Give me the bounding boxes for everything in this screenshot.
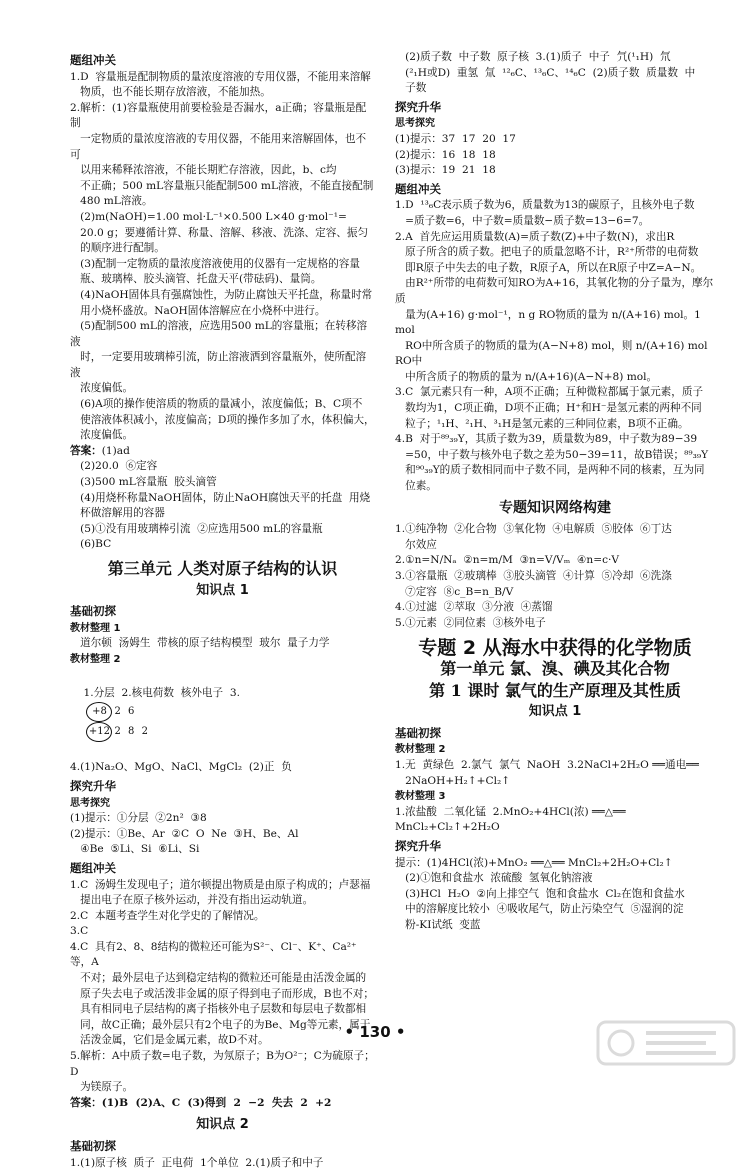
text-line: 1.C 汤姆生发现电子；道尔顿提出物质是由原子构成的；卢瑟福 bbox=[70, 878, 371, 891]
think-block bbox=[70, 811, 375, 858]
nucleus: +8 bbox=[86, 702, 112, 722]
text-line: (6)BC bbox=[70, 538, 112, 551]
atom-diagram-oxygen bbox=[86, 702, 136, 722]
text-line: 3.C 氯元素只有一种，A项不正确；互种微粒都属于氯元素，质子 bbox=[395, 386, 704, 399]
text-line: 由R²⁺所带的电荷数可知RO为A+16，其氧化物的分子量为，摩尔质 bbox=[395, 277, 714, 305]
section-heading: 基础初探 bbox=[70, 1139, 116, 1153]
text-line: 2.解析：(1)容量瓶使用前要检验是否漏水，a正确；容量瓶是配制 bbox=[70, 101, 367, 130]
text-block bbox=[395, 758, 715, 789]
section-heading: 题组冲关 bbox=[70, 860, 116, 875]
text-line: (3)配制一定物质的量浓度溶液使用的仪器有一定规格的容量 bbox=[70, 257, 360, 270]
text-line: 浓度偏低。 bbox=[70, 382, 134, 395]
text-line: 不正确；500 mL容量瓶只能配制500 mL溶液，不能直接配制 bbox=[70, 179, 374, 192]
text-line: 以用来稀释浓溶液，不能长期贮存溶液，因此，b、c均 bbox=[70, 164, 337, 177]
text-line: =质子数=6，中子数=质量数−质子数=13−6=7。 bbox=[395, 214, 650, 227]
textbook-heading: 教材整理 1 bbox=[70, 622, 121, 634]
text-line: 1.无 黄绿色 2.氯气 氯气 NaOH 3.2NaCl+2H₂O ══通电══ bbox=[395, 758, 699, 771]
nucleus: +12 bbox=[86, 722, 112, 742]
answer-line bbox=[70, 444, 375, 460]
text-line: 4.C 具有2、8、8结构的微粒还可能为S²⁻、Cl⁻、K⁺、Ca²⁺等，A bbox=[70, 940, 357, 969]
text-line: 的顺序进行配制。 bbox=[70, 242, 165, 255]
text-line: 1.浓盐酸 二氧化锰 2.MnO₂+4HCl(浓) ══△══ MnCl₂+Cl₂↑+2H₂O bbox=[395, 805, 630, 834]
text-line: ④Be ⑤Li、Si ⑥Li、Si bbox=[70, 843, 200, 856]
section-heading: 题组冲关 bbox=[395, 181, 441, 196]
text-line: ⑦定容 ⑧c_B=n_B/V bbox=[395, 585, 514, 598]
text-line: 2.①n=N/Nₐ ②n=m/M ③n=V/Vₘ ④n=c·V bbox=[395, 554, 620, 567]
text-line: 2.A 首先应运用质量数(A)=质子数(Z)+中子数(N)，求出R bbox=[395, 230, 675, 243]
text-line: 2NaOH+H₂↑+Cl₂↑ bbox=[395, 774, 511, 787]
text-line: 提示：(1)4HCl(浓)+MnO₂ ══△══ MnCl₂+2H₂O+Cl₂↑ bbox=[395, 856, 673, 869]
text-line: (2)提示：①Be、Ar ②C O Ne ③H、Be、Al bbox=[70, 827, 299, 840]
text-line: (4)用烧杯称量NaOH固体，防止NaOH腐蚀天平的托盘 用烧 bbox=[70, 491, 371, 504]
text-line: (2)20.0 ⑥定容 bbox=[70, 460, 158, 473]
text-line: 量为(A+16) g·mol⁻¹，n g RO物质的量为 n/(A+16) mol。1 mol bbox=[395, 308, 705, 337]
text-line: (4)NaOH固体具有强腐蚀性，为防止腐蚀天平托盘，称量时常 bbox=[70, 288, 373, 301]
textbook-heading: 教材整理 3 bbox=[395, 791, 446, 803]
electron-shells: 2 6 bbox=[114, 705, 137, 717]
text-line: (2)提示：16 18 18 bbox=[395, 148, 496, 161]
answer-label: 答案： bbox=[70, 444, 102, 457]
text-line: 活泼金属，它们是金属元素，故D不对。 bbox=[70, 1034, 269, 1047]
section-heading: 探究升华 bbox=[395, 838, 441, 853]
text-line: 物质，也不能长期存放溶液，不能加热。 bbox=[70, 86, 271, 99]
text-line: 杯做溶解用的容器 bbox=[70, 507, 165, 520]
text-line: 1.D 容量瓶是配制物质的量浓度溶液的专用仪器，不能用来溶解 bbox=[70, 70, 371, 83]
text-line: 位素。 bbox=[395, 480, 437, 493]
text-line: 尔效应 bbox=[395, 538, 437, 551]
section-heading: 基础初探 bbox=[70, 604, 116, 619]
knowledge-point-title: 知识点 1 bbox=[528, 704, 582, 720]
text-line: 道尔顿 汤姆生 带核的原子结构模型 玻尔 量子力学 bbox=[70, 637, 330, 650]
answer-block bbox=[395, 198, 715, 494]
answer-block bbox=[70, 878, 375, 1096]
text-line: 2.C 本题考查学生对化学史的了解情况。 bbox=[70, 909, 265, 922]
text-line: 不对；最外层电子达到稳定结构的微粒还可能是由活泼金属的 bbox=[70, 972, 367, 985]
text-line: 3.①容量瓶 ②玻璃棒 ③胶头滴管 ④计算 ⑤冷却 ⑥洗涤 bbox=[395, 570, 672, 582]
text-line: 一定物质的量浓度溶液的专用仪器，不能用来溶解固体，也不可 bbox=[70, 132, 367, 161]
text-line: (3)提示：19 21 18 bbox=[395, 164, 496, 177]
text-span: 1.分层 2.核电荷数 核外电子 3. bbox=[83, 687, 240, 700]
lesson-title: 第 1 课时 氯气的生产原理及其性质 bbox=[429, 680, 681, 700]
text-line bbox=[70, 671, 375, 758]
text-line: 5.①元素 ②同位素 ③核外电子 bbox=[395, 616, 546, 629]
section-heading: 探究升华 bbox=[395, 99, 441, 114]
text-line: 为镁原子。 bbox=[70, 1081, 134, 1094]
textbook-heading: 教材整理 2 bbox=[395, 744, 446, 756]
text-line: 粉-KI试纸 变蓝 bbox=[395, 918, 481, 931]
text-line: 和⁹⁰₃₉Y的质子数相同而中子数不同，是两种不同的核素，互为同 bbox=[395, 464, 705, 477]
text-line: 中的溶解度比较小 ④吸收尾气，防止污染空气 ⑤湿润的淀 bbox=[395, 903, 684, 916]
text-line: 粒子；¹₁H、²₁H、³₁H是氢元素的三种同位素，B项不正确。 bbox=[395, 417, 689, 430]
text-line: 时，一定要用玻璃棒引流，防止溶液洒到容量瓶外，使所配溶液 bbox=[70, 351, 367, 379]
text-line: (3)HCl H₂O ②向上排空气 饱和食盐水 Cl₂在饱和食盐水 bbox=[395, 887, 685, 900]
text-line: 1.D ¹³₆C表示质子数为6，质量数为13的碳原子，且核外电子数 bbox=[395, 199, 695, 212]
text-line: (1)提示：37 17 20 17 bbox=[395, 132, 516, 145]
knowledge-point-title: 知识点 2 bbox=[196, 1117, 249, 1133]
text-line: 1.(1)原子核 质子 正电荷 1个单位 2.(1)质子和中子 bbox=[70, 1156, 324, 1169]
right-column bbox=[395, 50, 715, 933]
electron-shells: 2 8 2 bbox=[114, 725, 150, 737]
text-line: 4.B 对于⁸⁹₃₉Y，其质子数为39，质量数为89，中子数为89−39 bbox=[395, 433, 698, 446]
text-line: (6)A项的操作使溶质的物质的量减小，浓度偏低；B、C项不 bbox=[70, 398, 363, 411]
section-heading: 题组冲关 bbox=[70, 53, 116, 67]
network-title: 专题知识网络构建 bbox=[499, 499, 611, 516]
text-line: 数均为1，C项正确，D项不正确；H⁺和H⁻是氢元素的两种不同 bbox=[395, 402, 702, 415]
text-line: (2)①饱和食盐水 浓硫酸 氢氧化钠溶液 bbox=[395, 872, 593, 885]
think-block bbox=[395, 132, 715, 179]
answer-block bbox=[395, 50, 715, 97]
text-line: (5)配制500 mL的溶液，应选用500 mL的容量瓶；在转移溶液 bbox=[70, 320, 368, 348]
think-heading: 思考探究 bbox=[395, 118, 435, 130]
text-line: (2)质子数 中子数 原子核 3.(1)质子 中子 氕(¹₁H) 氘 bbox=[395, 51, 671, 63]
text-line: 5.解析：A中质子数=电子数，为氖原子；B为O²⁻；C为硫原子；D bbox=[70, 1050, 375, 1078]
text-line: =50，中子数与核外电子数之差为50−39=11，故B错误；⁸⁹₃₉Y bbox=[395, 448, 709, 461]
watermark-logo-icon bbox=[596, 1018, 736, 1068]
chapter-title: 专题 2 从海水中获得的化学物质 bbox=[418, 637, 692, 660]
text-line: 原子失去电子或活泼非金属的原子得到电子而形成，B也不对； bbox=[70, 987, 374, 1000]
text-line: 用小烧杯盛放。NaOH固体溶解应在小烧杯中进行。 bbox=[70, 304, 326, 317]
text-line: 子数 bbox=[395, 82, 427, 95]
text-line: RO中所含质子的物质的量为(A−N+8) mol，则 n/(A+16) mol RO中 bbox=[395, 339, 711, 368]
text-line: 使溶液体积减小，浓度偏高；D项的操作多加了水，体积偏大， bbox=[70, 413, 375, 426]
answer-block bbox=[70, 459, 375, 553]
text-line: 同，故C正确；最外层只有2个电子的为Be、Mg等元素，属于 bbox=[70, 1018, 371, 1031]
unit-title: 第一单元 氯、溴、碘及其化合物 bbox=[440, 658, 670, 678]
text-line: 原子所含的质子数。把电子的质量忽略不计，R²⁺所带的电荷数 bbox=[395, 246, 699, 259]
text-line: 4.①过滤 ②萃取 ③分液 ④蒸馏 bbox=[395, 601, 553, 614]
knowledge-point-title: 知识点 1 bbox=[196, 582, 249, 598]
text-line: (2)m(NaOH)=1.00 mol·L⁻¹×0.500 L×40 g·mol⁻¹= bbox=[70, 210, 347, 223]
think-heading: 思考探究 bbox=[70, 797, 110, 809]
answer-text: (1)ad bbox=[101, 444, 130, 457]
section-heading: 基础初探 bbox=[395, 725, 441, 740]
answer-block bbox=[70, 70, 375, 444]
text-line: 4.(1)Na₂O、MgO、NaCl、MgCl₂ (2)正 负 bbox=[70, 761, 292, 774]
text-line: 1.①纯净物 ②化合物 ③氧化物 ④电解质 ⑤胶体 ⑥丁达 bbox=[395, 523, 672, 536]
page-number: • 130 • bbox=[344, 1023, 406, 1041]
text-line: (1)提示：①分层 ②2n² ③8 bbox=[70, 812, 207, 825]
text-line: 浓度偏低。 bbox=[70, 429, 134, 442]
text-line: (²₁H或D) 重氢 氚 ¹²₆C、¹³₆C、¹⁴₆C (2)质子数 质量数 中 bbox=[395, 66, 696, 79]
text-line: 瓶、玻璃棒、胶头滴管、托盘天平(带砝码)、量筒。 bbox=[70, 273, 322, 286]
text-line: (3)500 mL容量瓶 胶头滴管 bbox=[70, 476, 217, 489]
text-line: 480 mL溶液。 bbox=[70, 195, 153, 208]
text-line: (5)①没有用玻璃棒引流 ②应选用500 mL的容量瓶 bbox=[70, 522, 323, 535]
unit-title: 第三单元 人类对原子结构的认识 bbox=[107, 559, 338, 578]
atom-diagram-magnesium bbox=[86, 722, 149, 742]
text-line: 具有相同电子层结构的离子指核外电子层数和每层电子数都相 bbox=[70, 1003, 367, 1016]
answer-line: 答案：(1)B (2)A、C (3)得到 2 −2 失去 2 +2 bbox=[70, 1096, 332, 1109]
text-line: 中所含质子的物质的量为 n/(A+16)(A−N+8) mol。 bbox=[395, 370, 658, 383]
text-line: 20.0 g；要遵循计算、称量、溶解、移液、洗涤、定容、振匀 bbox=[70, 226, 369, 239]
textbook-heading: 教材整理 2 bbox=[70, 653, 121, 665]
hint-block bbox=[395, 856, 715, 934]
text-line: 3.C bbox=[70, 925, 89, 938]
text-line: 即R原子中失去的电子数，R原子A，所以在R原子中Z=A−N。 bbox=[395, 261, 702, 274]
network-block bbox=[395, 522, 715, 631]
text-line: 提出电子在原子核外运动，并没有指出运动轨道。 bbox=[70, 894, 314, 907]
left-column bbox=[70, 50, 375, 1171]
section-heading: 探究升华 bbox=[70, 778, 116, 793]
